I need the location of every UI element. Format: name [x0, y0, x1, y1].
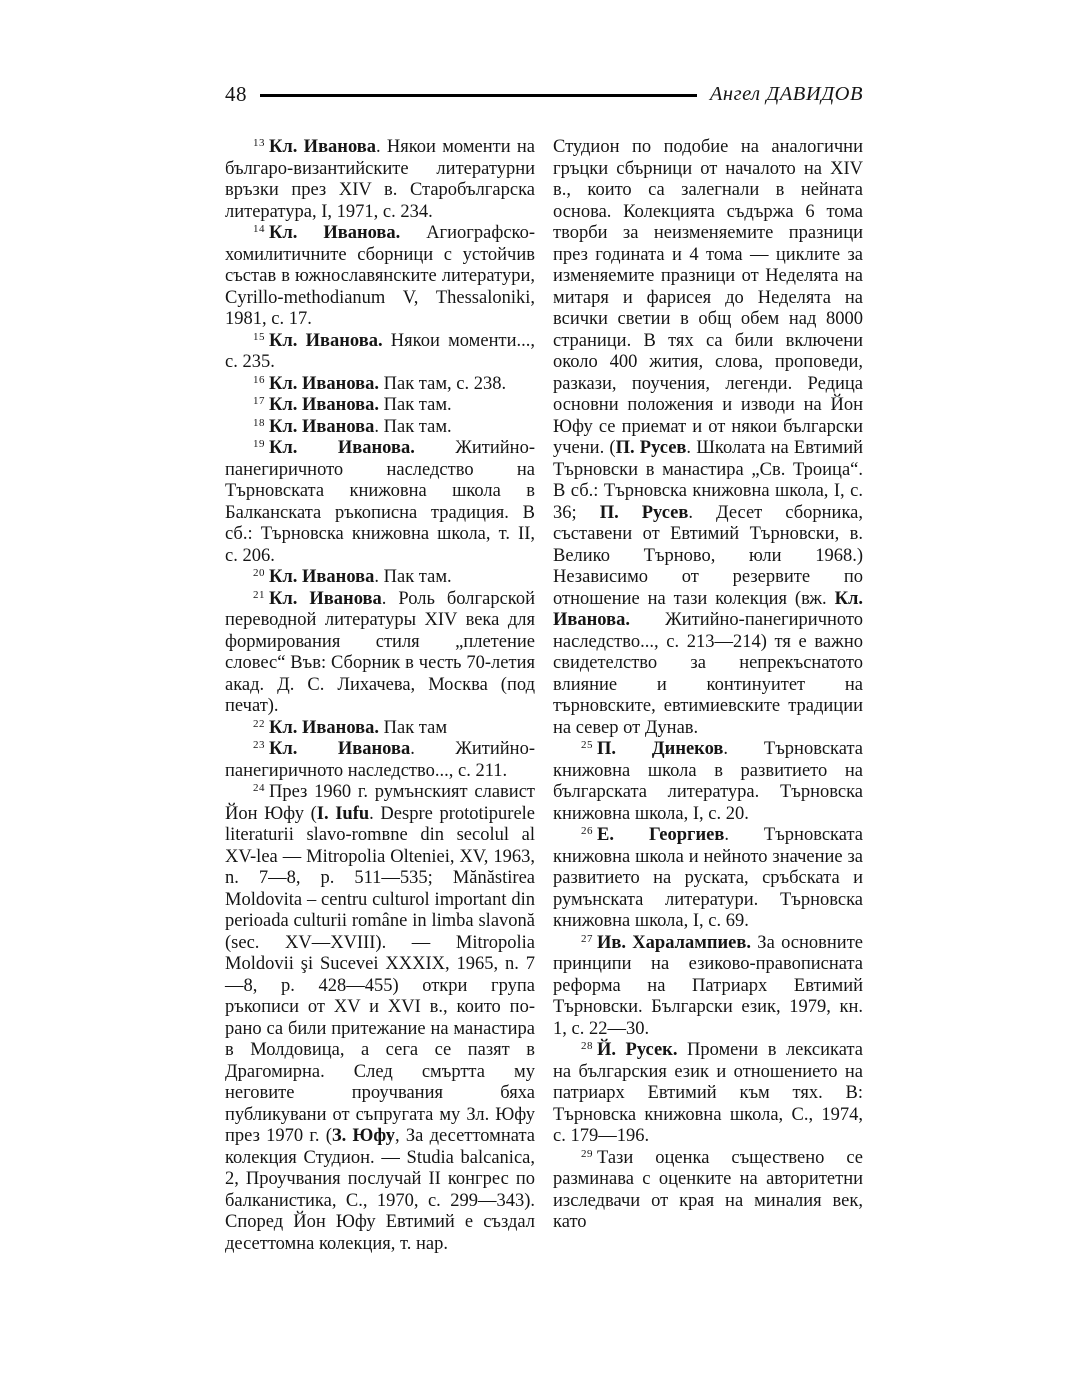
footnote-18: [225, 417, 535, 439]
footnote-26: [553, 825, 863, 933]
footnote-21: [225, 589, 535, 718]
footnote-number: 21: [253, 588, 265, 601]
footnote-text: . Търновската книжовна школа в развитието на българската литература. Търновска книжовна школа, I, с. 20.: [553, 739, 863, 824]
footnote-number: 28: [581, 1040, 593, 1052]
footnote-text: Някои моменти..., с. 235.: [225, 330, 535, 372]
footnote-text: Промени в лексиката на българския език и отношението на патриарх Евтимий към тях. В: Търновска книжовна школа, С., 1974, с. 179—196.: [553, 1040, 863, 1146]
footnote-text: Житийно-панегиричното наследство на Търновската книжовна школа в Балканската ръкописна традиция. В сб.: Търновска книжовна школа, т. II, с. 206.: [225, 438, 535, 566]
page-number: 48: [225, 82, 247, 106]
footnote-text: . Някои моменти на българо-византийските литературни връзки през XIV в. Старобългарска литература, I, 1971, с. 234.: [225, 137, 535, 222]
footnote-number: 14: [253, 223, 265, 235]
footnote-number: 29: [581, 1147, 593, 1160]
footnote-text: Пак там, с. 238.: [379, 373, 507, 394]
footnote-text: . Десет сборника, съставени от Евтимий Търновски, в. Велико Търново, юли 1968.) Независимо от резервите по отношение на тази колекция (вж.: [553, 502, 863, 609]
header-rule: [260, 94, 697, 97]
author-name: Кл. Иванова.: [553, 588, 863, 630]
footnote-text: . Despre prototipurele literaturii slavo-romвne din secolul al XV-lea — Mitropolia Olteniei, XV, 1963, n. 7—8, p. 511—535; Mănăstirea Moldovita – centru culturol important din perioada culturii române in limba slavonă (sec. XV—XVIII). — Mitropolia Moldovii şi Sucevei XXXIX, 1965, n. 7—8, p. 428—455) откри група ръкописи от XV и XVI в., които по-рано са били притежание на манастира в Молдовица, а сега се пазят в Драгомирна. След смъртта му неговите проучвания бяха публикувани от съпругата му Зл. Юфу през 1970 г. (: [225, 803, 536, 1146]
author-name: Кл. Иванова: [269, 137, 376, 157]
footnote-text: , За десеттомната колекция Студион. — Studia balcanica, 2, Проучвания послучай II конгрес по балканистика, С., 1970, с. 299—343). Според Йон Юфу Евтимий е създал десеттомна колекция, т. нар.: [225, 1126, 535, 1254]
author-name: Кл. Иванова.: [269, 223, 401, 243]
footnote-15: [225, 331, 535, 374]
footnote-19: [225, 438, 535, 567]
author-name: П. Русев: [599, 502, 689, 523]
footnote-text: . Школата на Евтимий Търновски в манастира „Св. Троица“. В сб.: Търновска книжовна школа, I, с. 36;: [553, 438, 864, 523]
footnote-text: Пак там.: [379, 395, 452, 415]
author-name: Кл. Иванова: [269, 739, 411, 759]
author-name: Кл. Иванова.: [269, 438, 415, 458]
footnote-number: 23: [253, 739, 265, 751]
footnote-number: 17: [253, 395, 265, 407]
page-header: [225, 84, 863, 105]
author-name: Кл. Иванова.: [269, 373, 379, 394]
footnote-text: Агиографско-хомилитичните сборници с устойчив състав в южнославянските литератури, Cyrillo-methodianum V, Thessaloniki, 1981, с. 17.: [225, 223, 535, 329]
author-name: Кл. Иванова.: [269, 330, 383, 351]
footnote-text: . Роль болгарской переводной литературы XIV века для формирования стиля „плетение словес“ Във: Сборник в честь 70-летия акад. Д. С. Лихачева, Москва (под печат).: [225, 588, 535, 716]
footnote-text: Студион по подобие на аналогични гръцки сбърници от началото на XIV в., които са залегнали в нейната основа. Колекцията съдържа 6 тома творби за неизменяемите празници през годината и 4 тома — циклите за изменяемите празници от Неделята на митаря и фарисея до Неделята на всички светии в общ обем над 8000 страници. В тях са били включени около 400 жития, слова, проповеди, разкази, поучения, легенди. Редица основни положения и изводи на Йон Юфу се приемат и от някои български учени. (: [553, 137, 863, 458]
author-name: Ив. Харалампиев.: [597, 932, 751, 953]
author-name: П. Динеков: [597, 739, 724, 759]
left-column: [225, 137, 535, 1255]
footnote-29: [553, 1148, 863, 1234]
right-column: [553, 137, 863, 1255]
footnote-number: 26: [581, 825, 593, 837]
footnote-17: [225, 395, 535, 417]
footnote-text: . Пак там.: [374, 567, 452, 587]
footnote-text: . Пак там.: [374, 416, 452, 437]
footnote-number: 16: [253, 373, 265, 386]
footnote-13: [225, 137, 535, 223]
running-head-author: Ангел ДАВИДОВ: [709, 83, 863, 106]
footnote-text: Пак там: [379, 717, 448, 738]
footnote-24-continuation: [553, 137, 863, 739]
footnotes-section: [225, 137, 863, 1255]
footnote-number: 18: [253, 416, 265, 429]
author-name: Й. Русек.: [597, 1040, 678, 1060]
footnote-number: 24: [253, 782, 265, 794]
author-name: Кл. Иванова: [269, 567, 375, 587]
footnote-number: 27: [581, 932, 593, 945]
footnote-16: [225, 374, 535, 396]
footnote-number: 22: [253, 717, 265, 730]
author-name: Кл. Иванова: [269, 588, 382, 609]
footnote-text: . Търновската книжовна школа и нейното значение за развитието на руската, сръбската и румънската литератури. Търновска книжовна школа, I, с. 69.: [553, 825, 863, 931]
footnote-number: 15: [253, 330, 265, 343]
author-name: Е. Георгиев: [597, 825, 725, 845]
footnote-text: За основните принципи на езиково-правописната реформа на Патриарх Евтимий Търновски. Български език, 1979, кн. 1, с. 22—30.: [553, 932, 863, 1039]
footnote-24: [225, 782, 535, 1255]
footnote-text: През 1960 г. румънският славист Йон Юфу (: [225, 782, 535, 824]
author-name: Кл. Иванова.: [269, 395, 379, 415]
footnote-number: 19: [253, 438, 265, 450]
footnote-number: 25: [581, 739, 593, 751]
footnote-text: . Житийно-панегиричното наследство..., с. 211.: [225, 739, 535, 781]
footnote-14: [225, 223, 535, 331]
footnote-text: Тази оценка съществено се разминава с оценките на авторитетни изследвачи от края на миналия век, като: [553, 1147, 863, 1232]
footnote-28: [553, 1040, 863, 1148]
footnote-text: Житийно-панегиричното наследство..., с. 213—214) тя е важно свидетелство за непрекъснатото влияние и континуитет на търновските, евтимиевските традиции на север от Дунав.: [553, 610, 863, 738]
author-name: Кл. Иванова.: [269, 717, 379, 738]
footnote-number: 20: [253, 567, 265, 579]
footnote-number: 13: [253, 137, 265, 149]
author-name: Кл. Иванова: [269, 416, 375, 437]
footnote-25: [553, 739, 863, 825]
footnote-27: [553, 933, 863, 1041]
author-name: I. Iufu: [316, 803, 370, 824]
footnote-20: [225, 567, 535, 589]
footnote-23: [225, 739, 535, 782]
author-name: З. Юфу: [331, 1126, 395, 1146]
footnote-22: [225, 718, 535, 740]
author-name: П. Русев: [615, 438, 687, 458]
